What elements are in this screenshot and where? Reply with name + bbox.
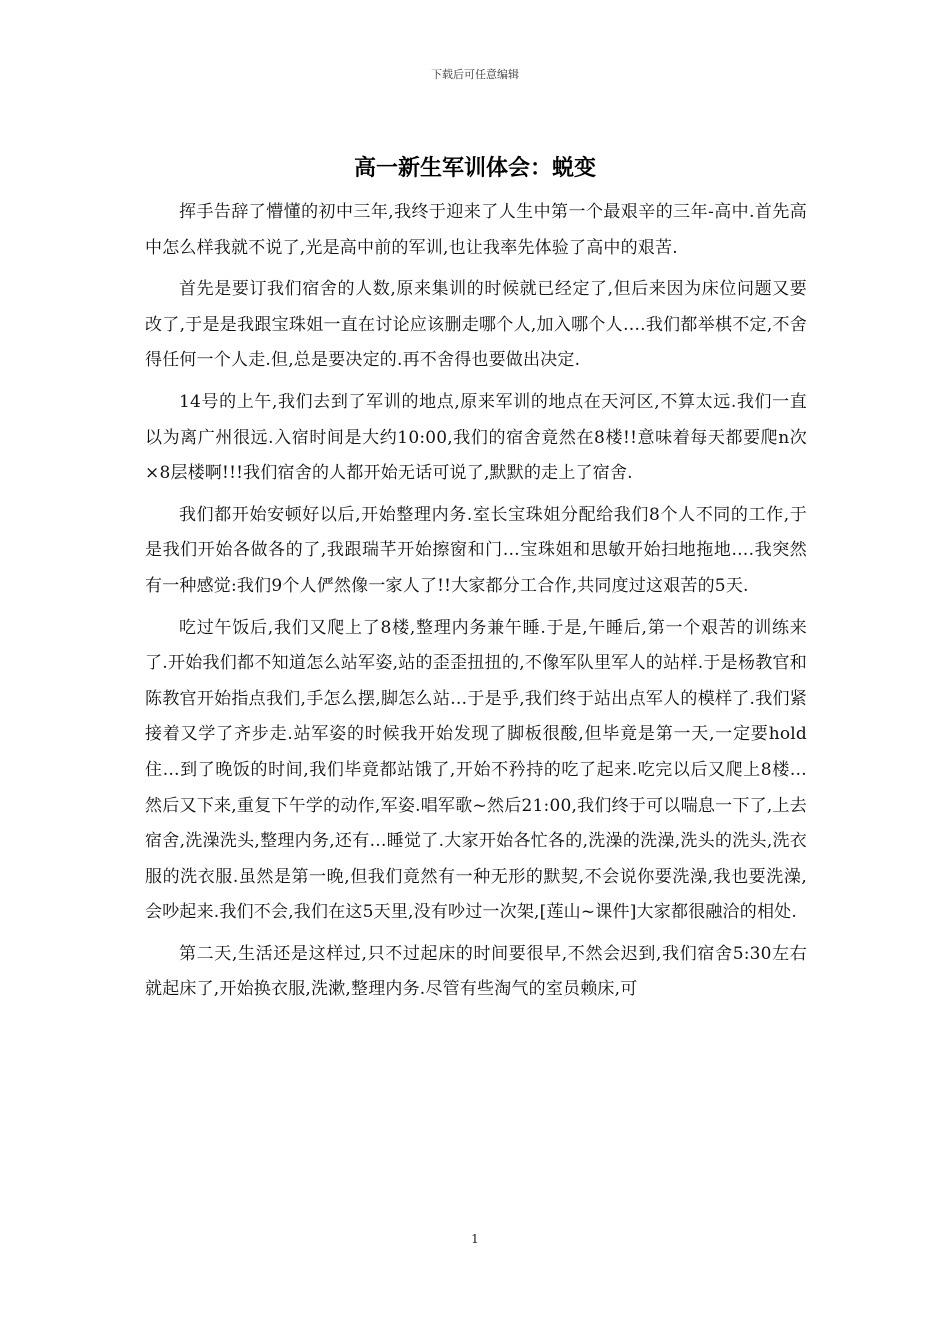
document-title: 高一新生军训体会：蜕变 [353, 156, 596, 181]
paragraph: 首先是要订我们宿舍的人数,原来集训的时候就已经定了,但后来因为床位问题又要改了,于是是我跟宝珠姐一直在讨论应该删走哪个人,加入哪个人….我们都举棋不定,不舍得任何一个人走.但,总是要决定的.再不舍得也要做出决定. [145, 279, 807, 371]
paragraph: 我们都开始安顿好以后,开始整理内务.室长宝珠姐分配给我们8个人不同的工作,于是我们开始各做各的了,我跟瑞芊开始擦窗和门…宝珠姐和思敏开始扫地拖地….我突然有一种感觉:我们9个人俨然像一家人了!!大家都分工合作,共同度过这艰苦的5天. [145, 504, 807, 596]
header-note: 下载后可任意编辑 [431, 68, 519, 81]
document-body [145, 195, 807, 1014]
paragraph: 吃过午饭后,我们又爬上了8楼,整理内务兼午睡.于是,午睡后,第一个艰苦的训练来了.开始我们都不知道怎么站军姿,站的歪歪扭扭的,不像军队里军人的站样.于是杨教官和陈教官开始指点我们,手怎么摆,脚怎么站…于是乎,我们终于站出点军人的模样了.我们紧接着又学了齐步走.站军姿的时候我开始发现了脚板很酸,但毕竟是第一天,一定要hold住…到了晚饭的时间,我们毕竟都站饿了,开始不矜持的吃了起来.吃完以后又爬上8楼…然后又下来,重复下午学的动作,军姿.唱军歌~然后21:00,我们终于可以喘息一下了,上去宿舍,洗澡洗头,整理内务,还有…睡觉了.大家开始各忙各的,洗澡的洗澡,洗头的洗头,洗衣服的洗衣服.虽然是第一晚,但我们竟然有一种无形的默契,不会说你要洗澡,我也要洗澡,会吵起来.我们不会,我们在这5天里,没有吵过一次架,[莲山~课件]大家都很融洽的相处. [145, 617, 807, 923]
paragraph: 14号的上午,我们去到了军训的地点,原来军训的地点在天河区,不算太远.我们一直以为离广州很远.入宿时间是大约10:00,我们的宿舍竟然在8楼!!意味着每天都要爬n次×8层楼啊!!!我们宿舍的人都开始无话可说了,默默的走上了宿舍. [145, 391, 807, 484]
paragraph: 第二天,生活还是这样过,只不过起床的时间要很早,不然会迟到,我们宿舍5:30左右就起床了,开始换衣服,洗漱,整理内务.尽管有些淘气的室员赖床,可 [145, 943, 807, 1000]
paragraph: 挥手告辞了懵懂的初中三年,我终于迎来了人生中第一个最艰辛的三年-高中.首先高中怎么样我就不说了,光是高中前的军训,也让我率先体验了高中的艰苦. [145, 202, 807, 258]
page-number: 1 [471, 1232, 479, 1246]
